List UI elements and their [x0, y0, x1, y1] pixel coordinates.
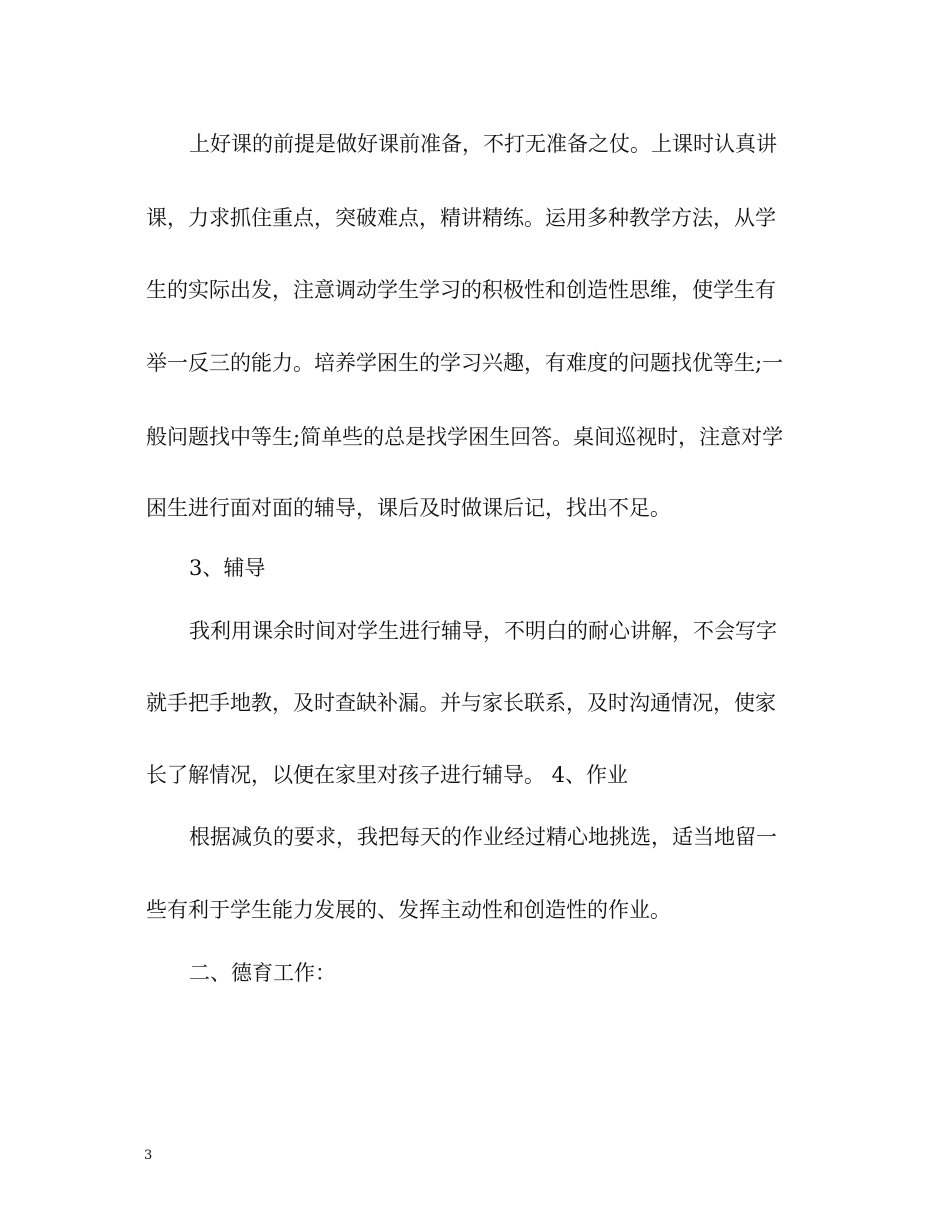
paragraph-line: 困生进行面对面的辅导，课后及时做课后记，找出不足。 — [146, 496, 671, 520]
paragraph-line: 就手把手地教，及时查缺补漏。并与家长联系，及时沟通情况，使家 — [146, 691, 776, 715]
section-heading: 二、德育工作： — [189, 961, 336, 985]
paragraph-line: 根据减负的要求，我把每天的作业经过精心地挑选，适当地留一 — [189, 825, 777, 849]
paragraph-line: 课，力求抓住重点，突破难点，精讲精练。运用多种教学方法，从学 — [146, 206, 776, 230]
page-number: 3 — [144, 1148, 153, 1163]
paragraph-line: 上好课的前提是做好课前准备，不打无准备之仗。上课时认真讲 — [189, 132, 777, 156]
paragraph-line: 举一反三的能力。培养学困生的学习兴趣，有难度的问题找优等生;一 — [146, 351, 784, 375]
paragraph-line: 长了解情况，以便在家里对孩子进行辅导。 4、作业 — [146, 763, 629, 787]
paragraph-line: 生的实际出发，注意调动学生学习的积极性和创造性思维，使学生有 — [146, 278, 776, 302]
section-heading: 3、辅导 — [189, 556, 266, 580]
paragraph-line: 般问题找中等生;简单些的总是找学困生回答。桌间巡视时，注意对学 — [146, 425, 784, 449]
paragraph-line: 些有利于学生能力发展的、发挥主动性和创造性的作业。 — [146, 898, 671, 922]
paragraph-line: 我利用课余时间对学生进行辅导，不明白的耐心讲解，不会写字 — [189, 619, 777, 643]
